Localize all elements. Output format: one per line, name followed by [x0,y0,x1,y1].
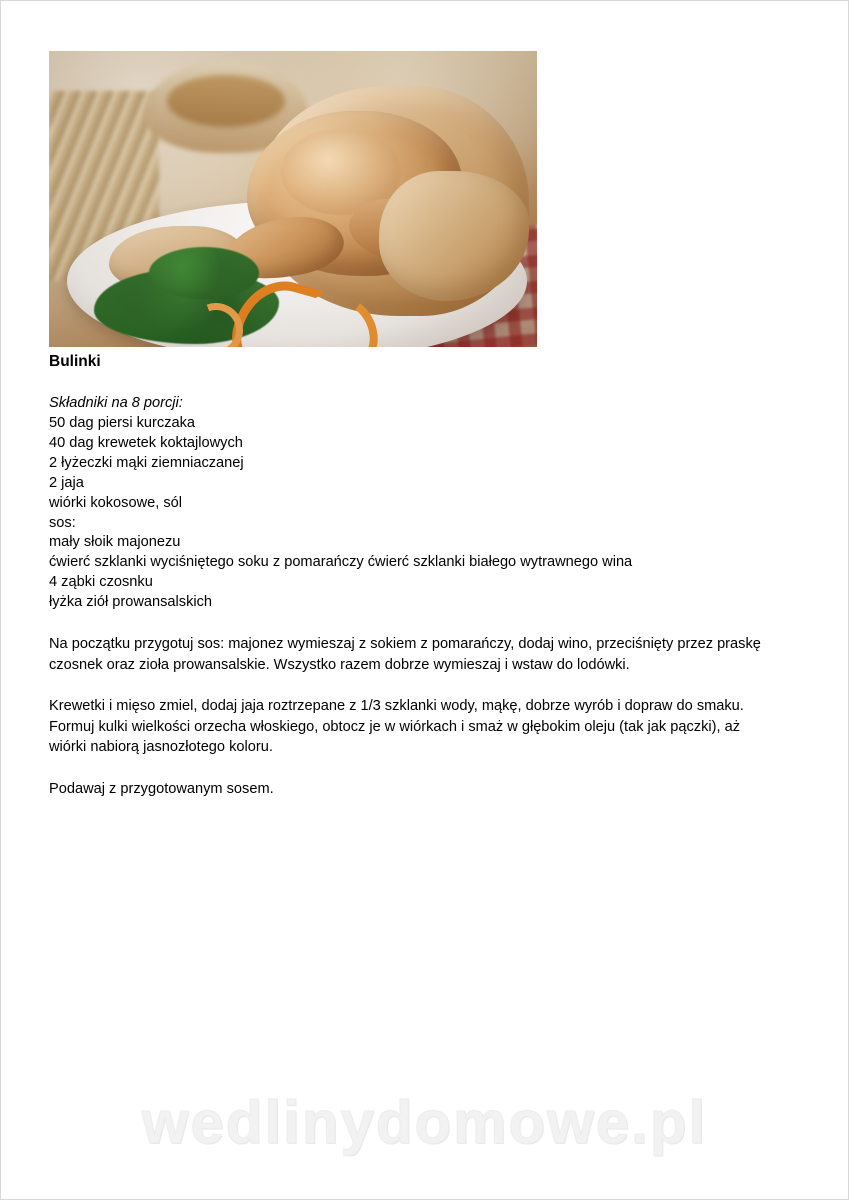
ingredients-section [49,394,789,614]
ingredient-item: 2 łyżeczki mąki ziemniaczanej [49,454,244,471]
recipe-title: Bulinki [49,353,101,370]
preparation-step: Na początku przygotuj sos: majonez wymieszaj z sokiem z pomarańczy, dodaj wino, przeciśnięty przez praskę czosnek oraz zioła prowansalskie. Wszystko razem dobrze wymieszaj i wstaw do lodówki. [49,636,761,673]
document-content [49,51,789,814]
recipe-photo [49,51,537,347]
photo-vignette [49,51,537,347]
preparation-step: Krewetki i mięso zmiel, dodaj jaja roztrzepane z 1/3 szklanki wody, mąkę, dobrze wyrób i dopraw do smaku. Formuj kulki wielkości orzecha włoskiego, obtocz je w wiórkach i smaż w głębokim oleju (tak jak pączki), aż wiórki nabiorą jasnozłotego koloru. [49,698,744,756]
ingredient-item: 2 jaja [49,474,84,491]
preparation-step: Podawaj z przygotowanym sosem. [49,780,274,797]
ingredient-item: mały słoik majonezu [49,534,181,551]
ingredient-item: wiórki kokosowe, sól [49,494,183,511]
ingredient-item: łyżka ziół prowansalskich [49,594,213,611]
site-watermark: wedlinydomowe.pl [141,1089,708,1156]
ingredient-item: ćwierć szklanki wyciśniętego soku z pomarańczy ćwierć szklanki białego wytrawnego wina [49,554,633,571]
ingredients-heading: Składniki na 8 porcji: [49,394,183,411]
ingredient-item: 40 dag krewetek koktajlowych [49,434,243,451]
ingredient-item: 4 ząbki czosnku [49,574,153,591]
ingredient-item: 50 dag piersi kurczaka [49,414,196,431]
sauce-subheading: sos: [49,514,76,531]
